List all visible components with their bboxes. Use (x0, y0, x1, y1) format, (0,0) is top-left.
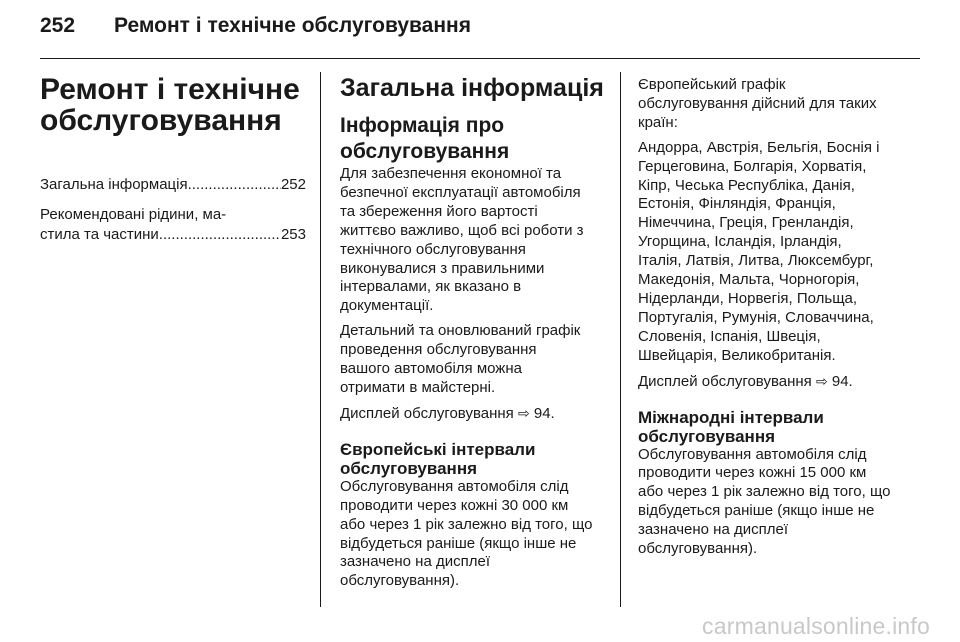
toc-label: Загальна інформація (40, 176, 188, 193)
cross-reference[interactable]: Дисплей обслуговування ⇨ 94. (638, 372, 853, 390)
country-list: Андорра, Австрія, Бельгія, Боснія і Герцеговина, Болгарія, Хорватія, Кіпр, Чеська Республіка, Данія, Естонія, Фінляндія, Франція, Німеччина, Греція, Гренландія, Угорщина, Ісландія, Ірландія, Італія, Латвія, Литва, Люксембург, Македонія, Мальта, Чорногорія, Нідерланди, Норвегія, Польща, Португалія, Румунія, Словаччина, Словенія, Іспанія, Швеція, Швейцарія, Великобританія. (638, 138, 880, 364)
column-3 (638, 76, 912, 565)
arrow-right-icon: ⇨ (517, 404, 530, 421)
paragraph: Детальний та оновлюваний графік проведення обслуговування вашого автомобіля можна отримати в майстерні. (340, 322, 581, 396)
toc-leader (159, 225, 281, 245)
running-title: Ремонт і технічне обслуговування (114, 14, 471, 37)
toc-entry[interactable] (40, 175, 306, 195)
arrow-right-icon: ⇨ (815, 372, 828, 389)
paragraph: Обслуговування автомобіля слід проводити через кожні 15 000 км або через 1 рік залежно від того, що відбудеться раніше (якщо інше не зазначено на дисплеї обслуговування). (638, 445, 891, 558)
column-1 (40, 66, 306, 255)
header-rule (40, 58, 920, 59)
paragraph: Європейський графік обслуговування дійсний для таких країн: (638, 76, 877, 131)
subsection-heading: Інформація про обслуговування (340, 114, 510, 163)
column-2 (340, 66, 606, 597)
page-number: 252 (40, 14, 76, 37)
toc-label: стила та частини (40, 226, 159, 243)
toc-leader (188, 175, 281, 195)
paragraph: Обслуговування автомобіля слід проводити через кожні 30 000 км або через 1 рік залежно від того, що відбудеться раніше (якщо інше не зазначено на дисплеї обслуговування). (340, 477, 593, 590)
watermark: carmanualsonline.info (702, 613, 930, 639)
subsection-heading: Європейські інтервали обслуговування (340, 439, 536, 478)
cross-reference[interactable]: Дисплей обслуговування ⇨ 94. (340, 404, 555, 422)
paragraph: Для забезпечення економної та безпечної експлуатації автомобіля та збереження його вартості життєво важливо, щоб всі роботи з технічного обслуговування виконувалися з правильними інтервалами, як вказано в документації. (340, 165, 584, 315)
toc-label: Рекомендовані рідини, ма- (40, 206, 227, 223)
column-divider (320, 72, 321, 607)
subsection-heading: Міжнародні інтервали обслуговування (638, 407, 824, 446)
toc-page: 252 (280, 176, 306, 193)
toc-page: 253 (280, 226, 306, 243)
page-header (40, 14, 471, 44)
toc-entry[interactable] (40, 205, 306, 245)
column-divider (620, 72, 621, 607)
section-heading: Загальна інформація (340, 74, 604, 102)
chapter-title: Ремонт і технічне обслуговування (40, 73, 300, 137)
